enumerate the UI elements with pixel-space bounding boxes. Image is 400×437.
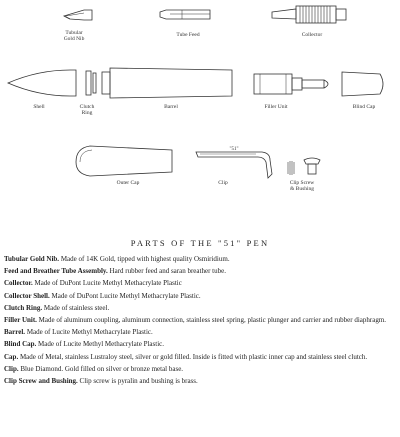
clip-marking: "51"	[229, 147, 239, 152]
barrel-drawing	[102, 68, 232, 98]
clutch-ring-drawing	[86, 71, 96, 95]
parts-list	[4, 255, 398, 389]
part-filler-unit: Filler Unit. Made of aluminum coupling, aluminum connection, stainless steel spring, plastic plunger and carrier and rubber diaphragm.	[4, 315, 387, 324]
label-blind-cap: Blind Cap	[352, 104, 376, 110]
parts-title: PARTS OF THE "51" PEN	[130, 238, 270, 248]
label-shell: Shell	[33, 104, 45, 110]
part-gold-nib: Tubular Gold Nib. Made of 14K Gold, tipped with highest quality Osmiridium.	[4, 255, 230, 263]
part-barrel: Barrel. Made of Lucite Methyl Methacrylate Plastic.	[4, 328, 153, 337]
filler-unit-drawing	[254, 74, 328, 94]
outer-cap-drawing	[76, 146, 172, 176]
label-barrel: Barrel	[164, 104, 178, 110]
part-clip-screw: Clip Screw and Bushing. Clip screw is pyralin and bushing is brass.	[4, 376, 198, 385]
clip-drawing	[196, 152, 272, 178]
part-feed-tube: Feed and Breather Tube Assembly. Hard rubber feed and saran breather tube.	[4, 267, 226, 276]
part-collector: Collector. Made of DuPont Lucite Methyl Methacrylate Plastic	[4, 279, 182, 288]
part-clip: Clip. Blue Diamond. Gold filled on silver or bronze metal base.	[4, 364, 184, 373]
label-tube-feed: Tube Feed	[176, 32, 200, 38]
blind-cap-drawing	[342, 72, 383, 96]
clip-screw-drawing	[288, 158, 320, 175]
gold-nib-drawing	[64, 10, 92, 20]
tube-feed-drawing	[160, 10, 210, 19]
part-blind-cap: Blind Cap. Made of Lucite Methyl Methacrylate Plastic.	[4, 340, 165, 349]
label-collector: Collector	[301, 32, 323, 38]
label-filler-unit: Filler Unit	[264, 104, 288, 110]
label-clutch-ring: Clutch Ring	[79, 104, 95, 116]
part-collector-shell: Collector Shell. Made of DuPont Lucite Methyl Methacrylate Plastic.	[4, 291, 201, 300]
label-clip-screw: Clip Screw & Bushing	[289, 180, 315, 192]
shell-drawing	[8, 70, 76, 96]
label-gold-nib: Tubular Gold Nib	[63, 30, 85, 42]
part-cap: Cap. Made of Metal, stainless Lustraloy steel, silver or gold filled. Inside is fitted with plastic inner cap and stainless steel clutch.	[4, 352, 368, 361]
label-clip: Clip	[218, 180, 228, 186]
collector-drawing	[272, 6, 346, 23]
label-outer-cap: Outer Cap	[116, 180, 140, 186]
part-clutch-ring: Clutch Ring. Made of stainless steel.	[4, 303, 110, 312]
